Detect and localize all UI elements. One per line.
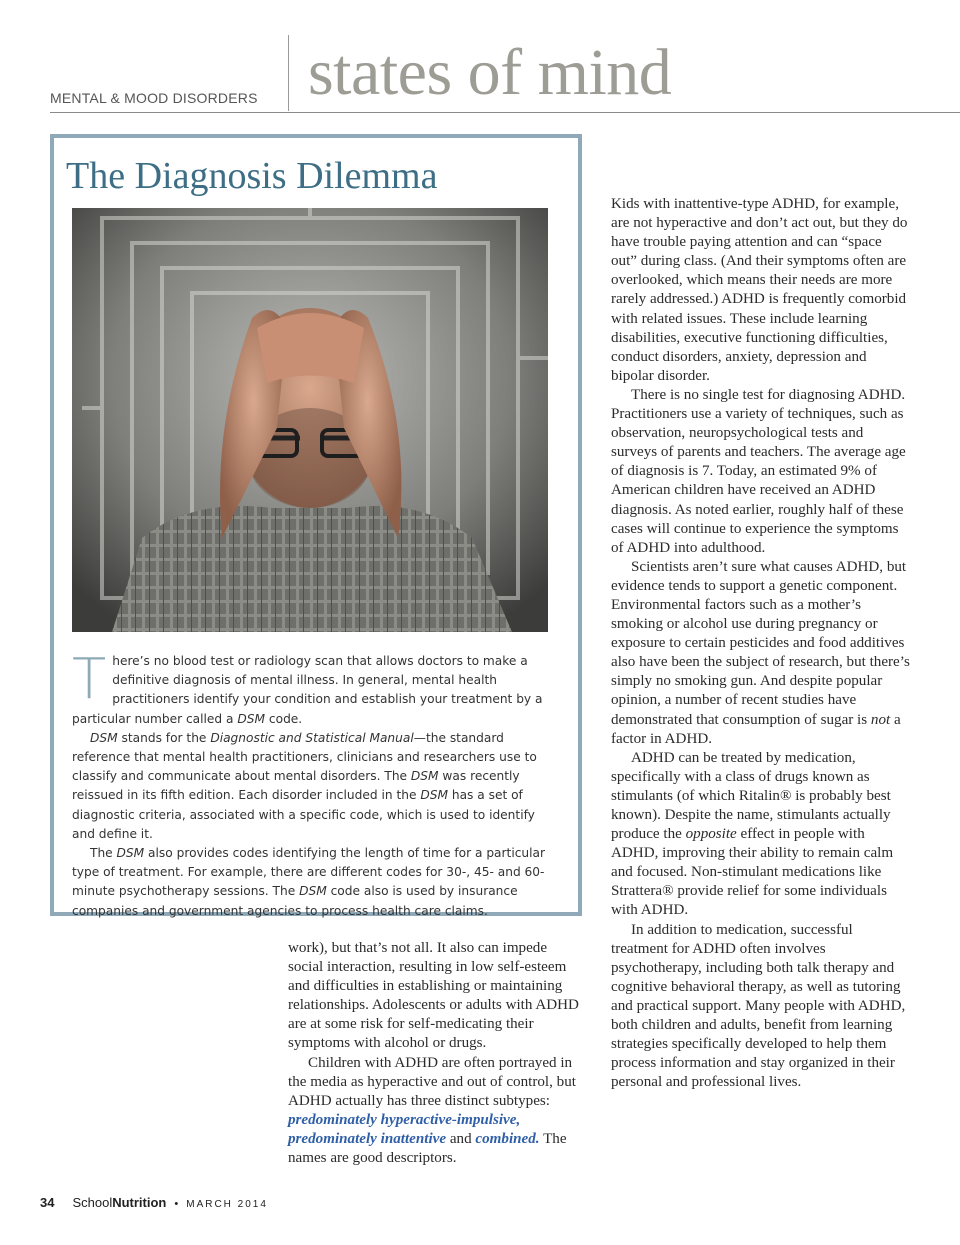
page-footer (40, 1194, 268, 1212)
magazine-name-b: Nutrition (112, 1195, 167, 1210)
sidebar-p1-end: code. (265, 711, 303, 726)
sidebar-p3-dsm2: DSM (299, 884, 327, 899)
drop-cap: T (72, 647, 107, 712)
sidebar-box (50, 134, 582, 916)
middle-column (288, 939, 584, 1168)
sidebar-p2-dsm2: DSM (410, 769, 439, 784)
right-paragraph-5: In addition to medication, successful treatment for ADHD often involves psychotherapy, including both talk therapy and cognitive behavioral therapy, as well as tutoring and practical support. Many people with ADHD, both children and adults, benefit from learning strategies specifically developed to help them process information and stay organized in their personal and professional lives. (611, 921, 906, 1091)
sidebar-p2-a: stands for the (117, 730, 211, 745)
page-title: states of mind (308, 36, 672, 109)
sidebar-paragraph-1 (72, 647, 546, 729)
right-p4-opposite: opposite (685, 826, 737, 843)
header-divider (288, 35, 289, 111)
middle-paragraph-1: work), but that’s not all. It also can impede social interaction, resulting in low self-esteem and difficulties in establishing or maintaining relationships. Adolescents or adults with ADHD are at some risk for self-medicating their symptoms with alcohol or drugs. (288, 940, 579, 1052)
right-p3-a: Scientists aren’t sure what causes ADHD, but evidence tends to support a genetic component. Environmental factors such as a mother’s smoking or alcohol use during pregnancy or exposure to certain pesticides and food additives also have been the subject of research, but there’s simply no smoking gun. And despite popular opinion, a number of recent studies have demonstrated that consumption of sugar is (611, 558, 910, 728)
issue-date: MARCH 2014 (186, 1199, 268, 1210)
right-p4-b: effect in people with ADHD, improving their ability to remain calm and focused. Non-stimulant medications like Strattera® provide relief for some individuals with ADHD. (611, 826, 894, 919)
right-p3-not: not (870, 711, 891, 728)
sidebar-p2-c: was recently reissued in its fifth edition. Each disorder included in the (72, 769, 520, 803)
middle-p2-c: The names are good descriptors. (288, 1130, 567, 1167)
sidebar-p2-d: has a set of diagnostic criteria, associated with a specific code, which is used to identify and define it. (72, 788, 535, 841)
photo-man-with-head-in-hands (72, 208, 548, 632)
sidebar-body (72, 647, 546, 921)
sidebar-p2-b: —the standard reference that mental health practitioners, clinicians and researchers use to classify and communicate about mental disorders. The (72, 730, 537, 784)
middle-paragraph-2 (288, 1054, 584, 1169)
footer-separator: • (174, 1198, 179, 1210)
sidebar-paragraph-2 (72, 729, 546, 844)
sidebar-paragraph-3 (72, 844, 546, 921)
page-number: 34 (40, 1195, 55, 1210)
right-paragraph-4 (611, 749, 911, 921)
sidebar-p3-dsm: DSM (116, 846, 145, 861)
subtype-combined: combined. (475, 1130, 540, 1147)
right-paragraph-1: Kids with inattentive-type ADHD, for example, are not hyperactive and don’t act out, but they do have trouble paying attention and can “space out” during class. (And their symptoms often are overlooked, which means their needs are more rarely addressed.) ADHD is frequently comorbid with related issues. These include learning disabilities, executive functioning difficulties, conduct disorders, anxiety, depression and bipolar disorder. (611, 196, 908, 384)
section-label: MENTAL & MOOD DISORDERS (50, 90, 258, 106)
sidebar-p3-a: The (90, 846, 117, 861)
sidebar-p2-dsm3: DSM (420, 788, 448, 803)
right-paragraph-3 (611, 558, 911, 749)
sidebar-p3-c: code also is used by insurance companies and government agencies to process health care claims. (72, 884, 518, 918)
subtype-terms: predominately hyperactive-impulsive, predominately inattentive (288, 1111, 521, 1147)
right-column (611, 195, 911, 1092)
right-paragraph-2: There is no single test for diagnosing ADHD. Practitioners use a variety of techniques, such as observation, neuropsychological tests and surveys of parents and teachers. The average age of diagnosis is 7. Today, an estimated 9% of American children have received an ADHD diagnosis. As noted earlier, roughly half of these cases will continue to experience the symptoms of ADHD into adulthood. (611, 386, 906, 556)
sidebar-p3-b: also provides codes identifying the length of time for a particular type of treatment. For example, there are different codes for 30-, 45- and 60-minute psychotherapy sessions. The (72, 846, 545, 899)
right-p4-a: ADHD can be treated by medication, specifically with a class of drugs known as stimulants (of which Ritalin® is probably best known). Despite the name, stimulants actually produce the (611, 749, 891, 843)
sidebar-p2-dsm: DSM (90, 730, 118, 745)
sidebar-p2-manual: Diagnostic and Statistical Manual (210, 730, 414, 745)
sidebar-title: The Diagnosis Dilemma (66, 155, 438, 197)
header-rule (50, 112, 960, 113)
photo-illustration (72, 208, 548, 632)
middle-p2-a: Children with ADHD are often portrayed in the media as hyperactive and out of control, but ADHD actually has three distinct subtypes: (288, 1054, 576, 1109)
sidebar-p1-dsm: DSM (237, 711, 266, 726)
middle-p2-b: and (446, 1130, 476, 1147)
sidebar-p1-text: here’s no blood test or radiology scan that allows doctors to make a definitive diagnosis of mental illness. In general, mental health practitioners identify your condition and establish your treatment by a particular number called a (72, 654, 543, 726)
right-p3-b: a factor in ADHD. (611, 711, 901, 747)
magazine-name-a: School (72, 1195, 113, 1210)
